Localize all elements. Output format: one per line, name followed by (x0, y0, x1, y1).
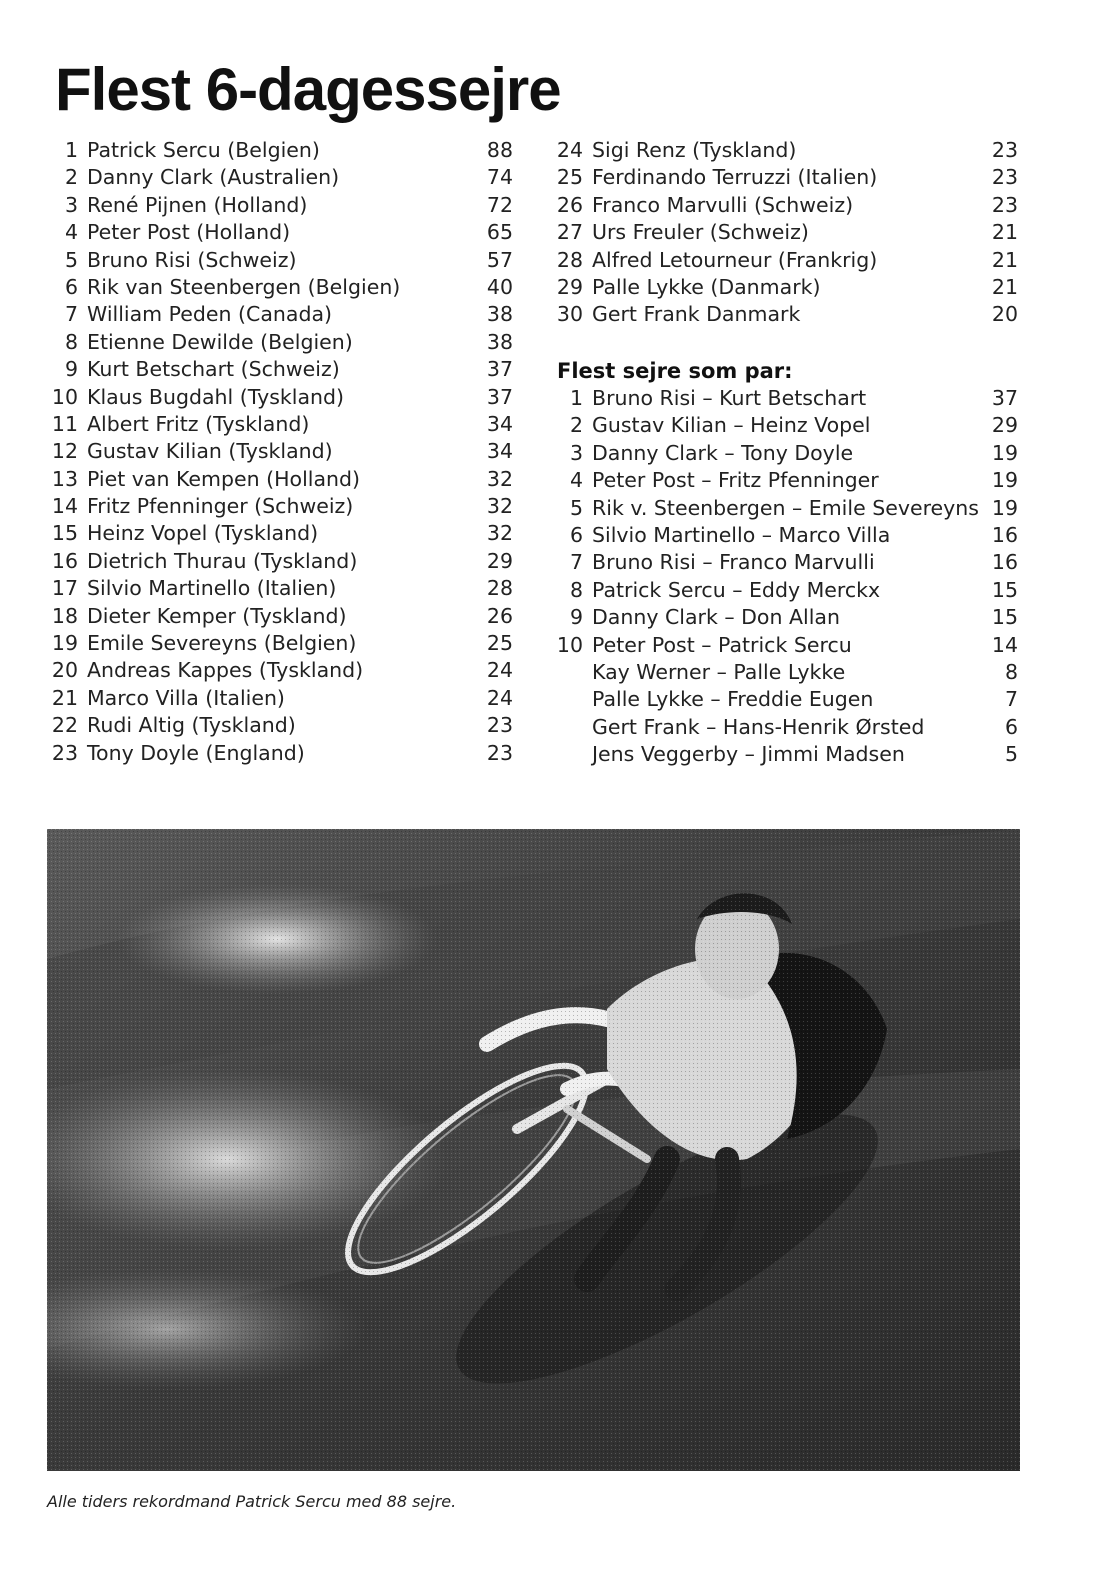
entry-name: Etienne Dewilde (Belgien) (87, 329, 353, 354)
win-count: 6 (1004, 714, 1018, 739)
entry-name: Patrick Sercu (Belgien) (87, 138, 320, 162)
win-count: 14 (991, 632, 1018, 657)
entry-name: Silvio Martinello – Marco Villa (592, 522, 891, 547)
list-item (50, 438, 513, 465)
list-item (50, 247, 513, 274)
entry-name: Bruno Risi – Franco Marvulli (592, 550, 875, 575)
rank-number: 18 (51, 603, 78, 628)
rank-number: 4 (569, 468, 583, 493)
win-count: 32 (486, 494, 513, 519)
list-item (555, 522, 1018, 549)
entry-name: Klaus Bugdahl (Tyskland) (87, 384, 345, 409)
list-item (555, 192, 1018, 219)
win-count: 24 (486, 658, 513, 683)
list-item (555, 741, 1018, 768)
entry-name: Dietrich Thurau (Tyskland) (87, 548, 358, 573)
rank-number: 5 (569, 495, 583, 520)
entry-name: Sigi Renz (Tyskland) (592, 138, 797, 162)
list-item (50, 575, 513, 602)
list-item (50, 192, 513, 219)
entry-name: Palle Lykke (Danmark) (592, 274, 821, 299)
cyclist-photo (47, 829, 1020, 1471)
rank-number: 29 (556, 274, 583, 299)
list-item (555, 604, 1018, 631)
photo-caption: Alle tiders rekordmand Patrick Sercu med 88 sejre. (47, 1492, 457, 1511)
rank-number: 16 (51, 548, 78, 573)
entry-name: Gert Frank – Hans-Henrik Ørsted (592, 714, 925, 739)
entry-name: Rik v. Steenbergen – Emile Severeyns (592, 495, 979, 520)
list-item (50, 548, 513, 575)
list-item (50, 520, 513, 547)
rank-number: 3 (64, 192, 78, 217)
rank-number: 12 (51, 439, 78, 464)
win-count: 74 (486, 165, 513, 190)
entry-name: Emile Severeyns (Belgien) (87, 631, 357, 656)
entry-name: Rudi Altig (Tyskland) (87, 713, 296, 738)
rank-number: 22 (51, 713, 78, 738)
list-item (50, 603, 513, 630)
rank-number: 20 (51, 658, 78, 683)
win-count: 24 (486, 685, 513, 710)
entry-name: Palle Lykke – Freddie Eugen (592, 687, 874, 712)
rank-number: 2 (64, 165, 78, 190)
win-count: 37 (991, 386, 1018, 410)
win-count: 8 (1004, 659, 1018, 684)
rank-number: 14 (51, 494, 78, 519)
list-item (50, 164, 513, 191)
entry-name: Tony Doyle (England) (87, 740, 305, 765)
win-count: 21 (991, 247, 1018, 272)
win-count: 23 (486, 740, 513, 765)
win-count: 19 (991, 495, 1018, 520)
win-count: 15 (991, 605, 1018, 630)
entry-name: Jens Veggerby – Jimmi Madsen (592, 742, 905, 767)
entry-name: Gert Frank Danmark (592, 302, 801, 327)
pairs-list (555, 385, 1018, 768)
entry-name: Danny Clark – Tony Doyle (592, 440, 854, 465)
entry-name: Kay Werner – Palle Lykke (592, 659, 846, 684)
rank-number: 7 (569, 550, 583, 575)
list-item (50, 219, 513, 246)
rank-number: 7 (64, 302, 78, 327)
list-item (50, 384, 513, 411)
list-item (555, 412, 1018, 439)
list-item (555, 137, 1018, 164)
win-count: 26 (486, 603, 513, 628)
win-count: 21 (991, 274, 1018, 299)
win-count: 65 (486, 220, 513, 245)
rank-number: 19 (51, 631, 78, 656)
rank-number: 26 (556, 192, 583, 217)
entry-name: Andreas Kappes (Tyskland) (87, 658, 364, 683)
entry-name: Ferdinando Terruzzi (Italien) (592, 165, 878, 190)
win-count: 15 (991, 577, 1018, 602)
list-item (555, 467, 1018, 494)
entry-name: Heinz Vopel (Tyskland) (87, 521, 319, 546)
win-count: 38 (486, 329, 513, 354)
win-count: 37 (486, 357, 513, 382)
rank-number: 8 (569, 577, 583, 602)
list-item (555, 219, 1018, 246)
list-item (555, 440, 1018, 467)
entry-name: Albert Fritz (Tyskland) (87, 411, 310, 436)
entry-name: Piet van Kempen (Holland) (87, 466, 361, 491)
entry-name: Kurt Betschart (Schweiz) (87, 357, 340, 382)
list-item (50, 712, 513, 739)
list-item (555, 632, 1018, 659)
entry-name: Gustav Kilian – Heinz Vopel (592, 413, 871, 438)
list-item (555, 274, 1018, 301)
list-item (555, 686, 1018, 713)
rank-number: 2 (569, 413, 583, 438)
entry-name: René Pijnen (Holland) (87, 192, 308, 217)
list-item (555, 385, 1018, 412)
win-count: 37 (486, 384, 513, 409)
list-item (555, 495, 1018, 522)
win-count: 20 (991, 302, 1018, 327)
list-item (555, 164, 1018, 191)
entry-name: Rik van Steenbergen (Belgien) (87, 274, 401, 299)
list-item (50, 411, 513, 438)
rank-number: 1 (64, 138, 78, 162)
entry-name: Fritz Pfenninger (Schweiz) (87, 494, 354, 519)
list-item (555, 247, 1018, 274)
win-count: 23 (991, 192, 1018, 217)
rank-number: 1 (569, 386, 583, 410)
list-item (50, 329, 513, 356)
win-count: 19 (991, 468, 1018, 493)
list-item (555, 301, 1018, 328)
entry-name: Franco Marvulli (Schweiz) (592, 192, 854, 217)
win-count: 40 (486, 274, 513, 299)
entry-name: Peter Post – Patrick Sercu (592, 632, 852, 657)
list-item (50, 630, 513, 657)
entry-name: Bruno Risi (Schweiz) (87, 247, 297, 272)
entry-name: Bruno Risi – Kurt Betschart (592, 386, 867, 410)
entry-name: Peter Post (Holland) (87, 220, 291, 245)
win-count: 7 (1004, 687, 1018, 712)
entry-name: Danny Clark – Don Allan (592, 605, 840, 630)
entry-name: Danny Clark (Australien) (87, 165, 340, 190)
entry-name: William Peden (Canada) (87, 302, 333, 327)
win-count: 16 (991, 522, 1018, 547)
entry-name: Marco Villa (Italien) (87, 685, 285, 710)
rank-number: 30 (556, 302, 583, 327)
pairs-heading: Flest sejre som par: (557, 359, 793, 383)
rank-number: 9 (569, 605, 583, 630)
rank-number: 15 (51, 521, 78, 546)
rank-number: 24 (556, 138, 583, 162)
rank-number: 3 (569, 440, 583, 465)
rank-number: 9 (64, 357, 78, 382)
list-item (555, 659, 1018, 686)
win-count: 16 (991, 550, 1018, 575)
entry-name: Dieter Kemper (Tyskland) (87, 603, 347, 628)
entry-name: Urs Freuler (Schweiz) (592, 220, 809, 245)
win-count: 34 (486, 439, 513, 464)
list-item (50, 274, 513, 301)
win-count: 88 (486, 138, 513, 162)
list-item (50, 301, 513, 328)
list-item (555, 714, 1018, 741)
rank-number: 10 (51, 384, 78, 409)
win-count: 29 (486, 548, 513, 573)
list-item (50, 493, 513, 520)
win-count: 38 (486, 302, 513, 327)
rank-number: 25 (556, 165, 583, 190)
win-count: 72 (486, 192, 513, 217)
rank-number: 8 (64, 329, 78, 354)
entry-name: Gustav Kilian (Tyskland) (87, 439, 333, 464)
list-item (555, 549, 1018, 576)
win-count: 34 (486, 411, 513, 436)
win-count: 25 (486, 631, 513, 656)
rank-number: 6 (569, 522, 583, 547)
list-item (50, 466, 513, 493)
win-count: 21 (991, 220, 1018, 245)
entry-name: Alfred Letourneur (Frankrig) (592, 247, 878, 272)
list-item (50, 137, 513, 164)
rank-number: 4 (64, 220, 78, 245)
win-count: 32 (486, 466, 513, 491)
win-count: 23 (991, 138, 1018, 162)
ranking-list-right (555, 137, 1018, 329)
win-count: 57 (486, 247, 513, 272)
ranking-list-left (50, 137, 513, 767)
rank-number: 13 (51, 466, 78, 491)
win-count: 29 (991, 413, 1018, 438)
win-count: 19 (991, 440, 1018, 465)
win-count: 5 (1004, 742, 1018, 767)
rank-number: 21 (51, 685, 78, 710)
rank-number: 10 (556, 632, 583, 657)
rank-number: 23 (51, 740, 78, 765)
rank-number: 27 (556, 220, 583, 245)
rank-number: 5 (64, 247, 78, 272)
list-item (50, 685, 513, 712)
entry-name: Patrick Sercu – Eddy Merckx (592, 577, 881, 602)
entry-name: Silvio Martinello (Italien) (87, 576, 337, 601)
list-item (50, 356, 513, 383)
win-count: 23 (991, 165, 1018, 190)
win-count: 28 (486, 576, 513, 601)
rank-number: 6 (64, 274, 78, 299)
rank-number: 17 (51, 576, 78, 601)
win-count: 32 (486, 521, 513, 546)
page-title: Flest 6-dagessejre (55, 56, 561, 123)
rank-number: 11 (51, 411, 78, 436)
rank-number: 28 (556, 247, 583, 272)
list-item (50, 657, 513, 684)
list-item (555, 577, 1018, 604)
win-count: 23 (486, 713, 513, 738)
list-item (50, 740, 513, 767)
entry-name: Peter Post – Fritz Pfenninger (592, 468, 879, 493)
